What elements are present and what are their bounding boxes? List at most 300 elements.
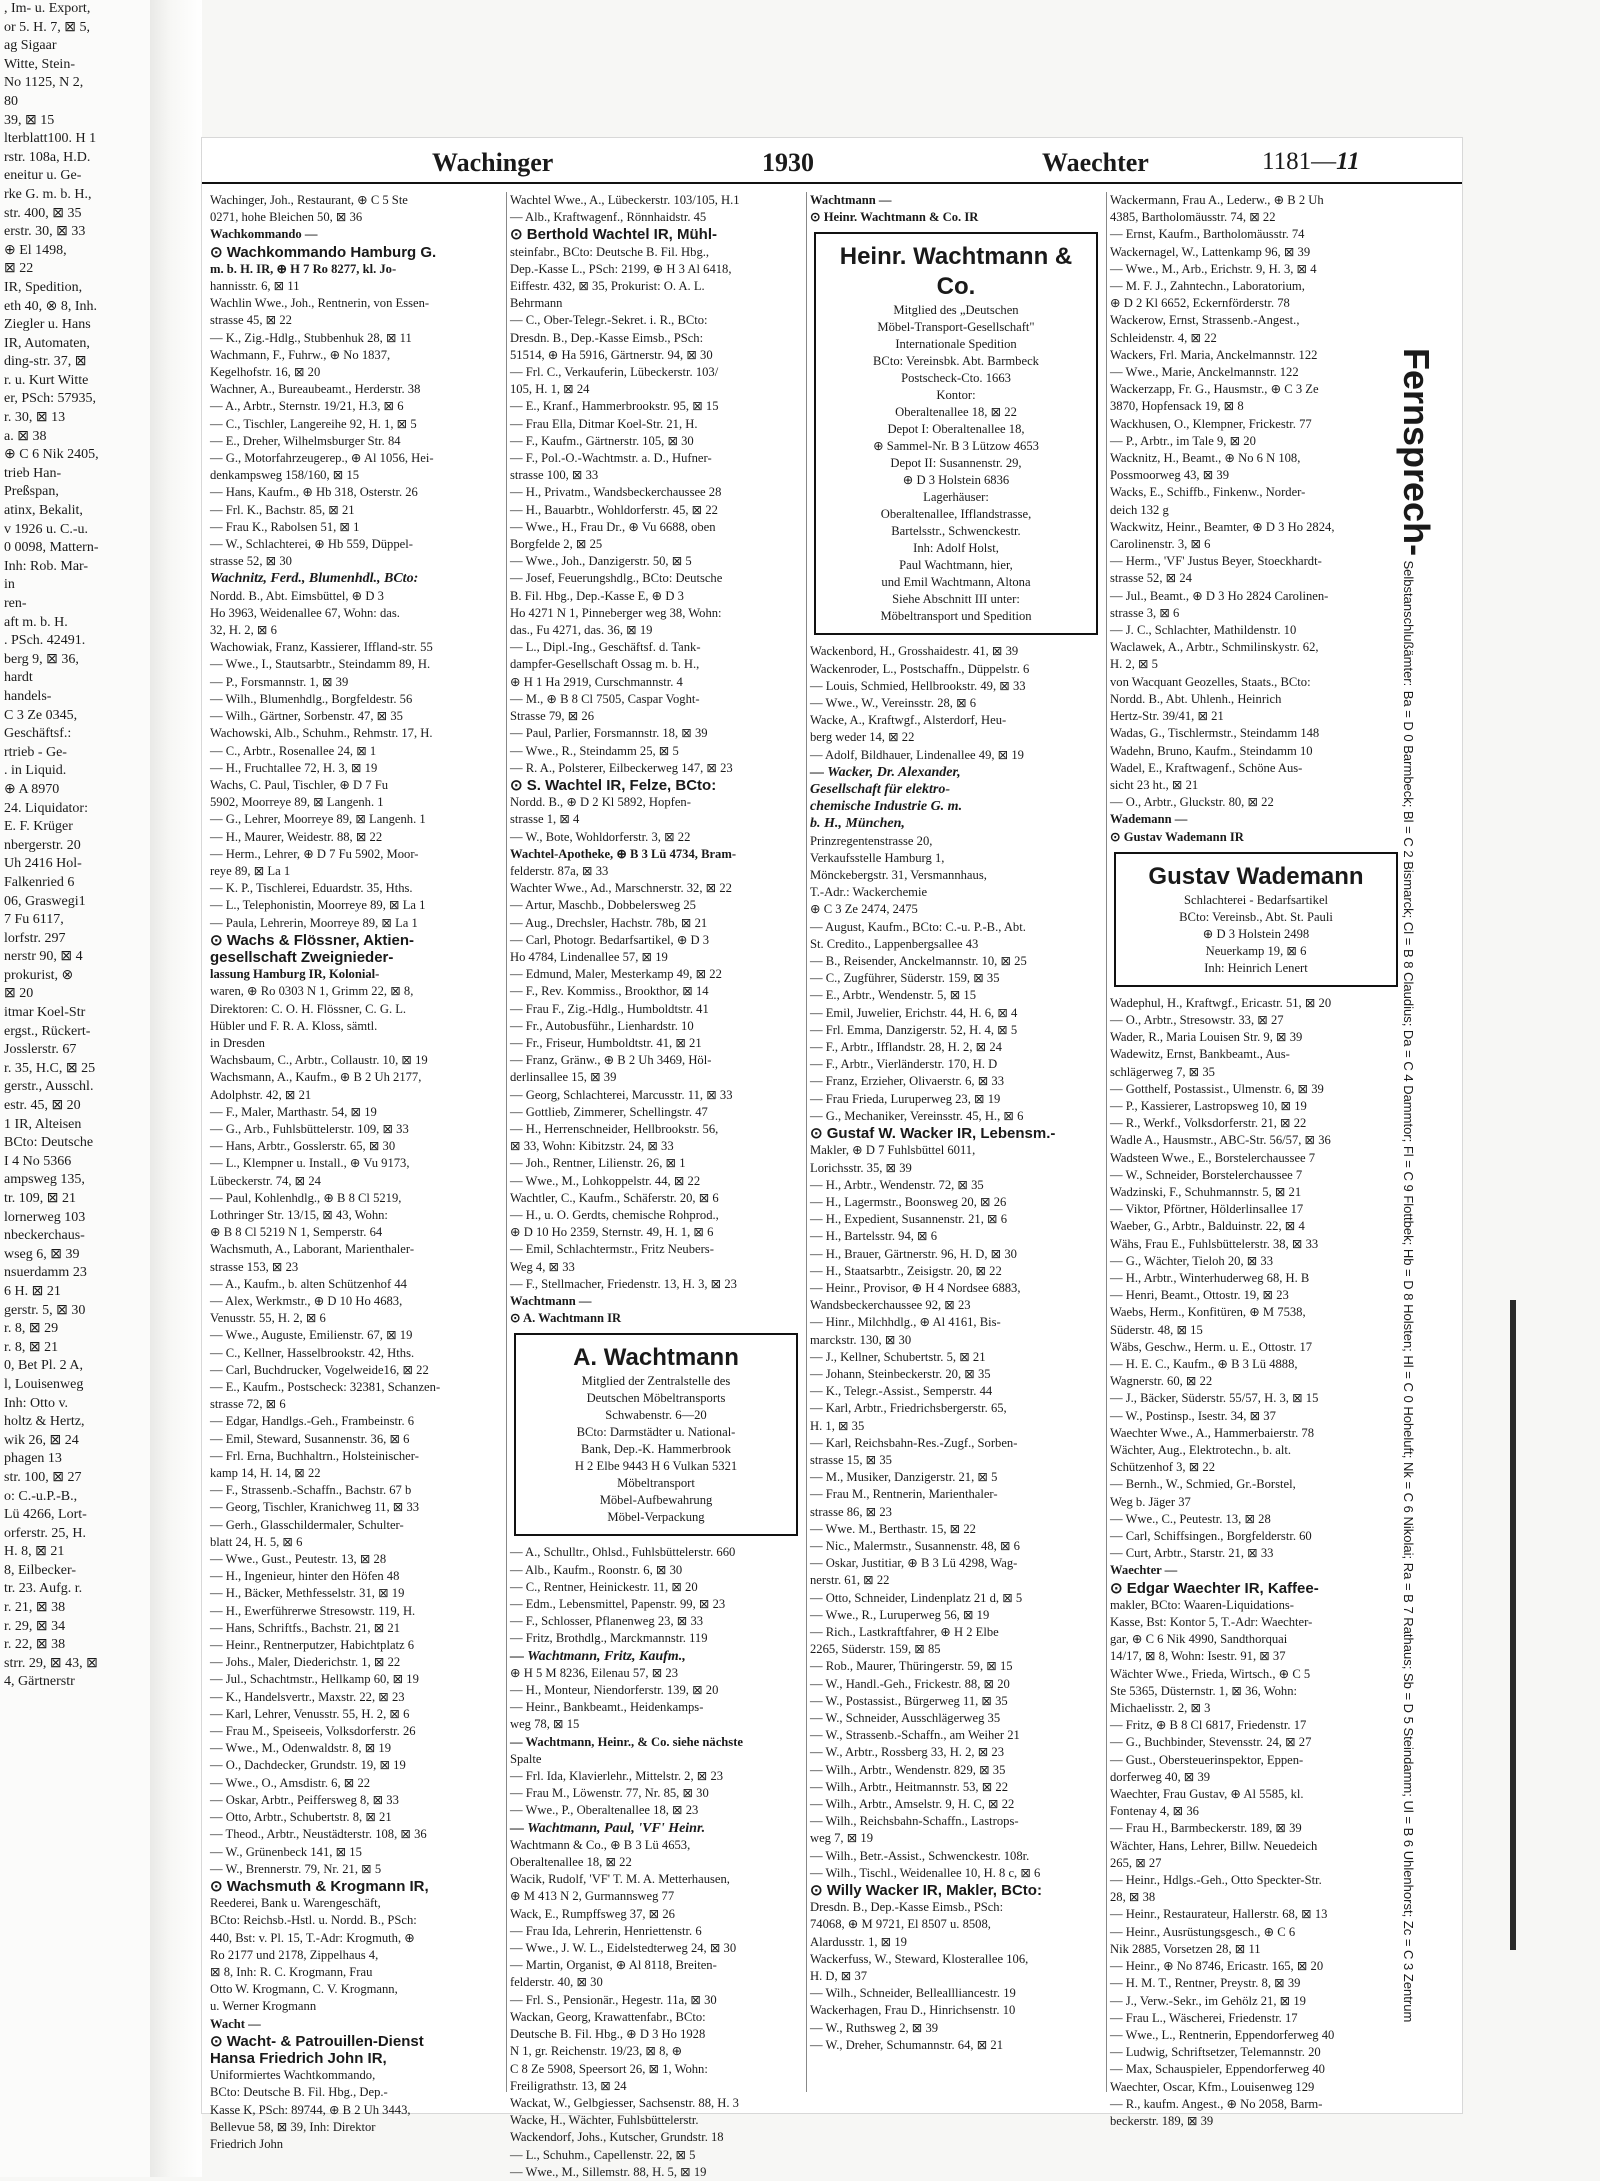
directory-entry-line: Wademann — bbox=[1110, 812, 1188, 827]
directory-entry-line: Wackan, Georg, Krawattenfabr., BCto: bbox=[510, 2009, 706, 2024]
column-1 bbox=[210, 192, 502, 2151]
strip-line: ⊠ 22 bbox=[4, 261, 34, 277]
directory-entry-line: — C., Arbtr., Rosenallee 24, ⊠ 1 bbox=[210, 743, 377, 758]
strip-line: , Im- u. Export, bbox=[4, 1, 91, 16]
directory-entry-line: Nik 2885, Vorsetzen 28, ⊠ 11 bbox=[1110, 1941, 1261, 1956]
directory-entry-line: — Wilh., Reichsbahn-Schaffn., Lastrops- bbox=[810, 1814, 1019, 1829]
directory-entry-line: ⊙ Gustav Wademann IR bbox=[1110, 829, 1244, 844]
directory-entry-line: — Edm., Lebensmittel, Papenstr. 99, ⊠ 23 bbox=[510, 1597, 726, 1612]
directory-entry-line: — Ernst, Kaufm., Bartholomäusstr. 74 bbox=[1110, 227, 1305, 242]
strip-line: 24. Liquidator: bbox=[4, 800, 88, 816]
strip-line: hardt bbox=[4, 670, 33, 686]
strip-line: 0, Bet Pl. 2 A, bbox=[4, 1358, 83, 1374]
directory-entry-line: — Wwe., C., Peutestr. 13, ⊠ 28 bbox=[1110, 1511, 1271, 1526]
directory-entry-line: — Frau L., Wäscherei, Friedenstr. 17 bbox=[1110, 2010, 1298, 2025]
strip-line: wik 26, ⊠ 24 bbox=[4, 1432, 79, 1448]
advertisement-line: Postscheck-Cto. 1663 bbox=[901, 371, 1011, 386]
advertisement-title: Gustav Wademann bbox=[1148, 862, 1364, 890]
strip-line: estr. 45, ⊠ 20 bbox=[4, 1098, 81, 1114]
directory-entry-line: Borgfelde 2, ⊠ 25 bbox=[510, 537, 603, 552]
strip-line: strr. 29, ⊠ 43, ⊠ bbox=[4, 1655, 98, 1671]
directory-entry-line: — F., Strassenb.-Schaffn., Bachstr. 67 b bbox=[210, 1483, 412, 1498]
directory-entry-line: Wächter Wwe., Frieda, Wirtsch., ⊕ C 5 bbox=[1110, 1666, 1311, 1681]
directory-entry-line: Schützenhof 3, ⊠ 22 bbox=[1110, 1460, 1215, 1475]
directory-entry-line: — August, Kaufm., BCto: C.-u. P.-B., Abt. bbox=[810, 919, 1026, 934]
strip-line: r. u. Kurt Witte bbox=[4, 372, 89, 388]
advertisement-line: Deutschen Möbeltransports bbox=[586, 1391, 726, 1406]
directory-entry-line: Wachowski, Alb., Schuhm., Rehmstr. 17, H. bbox=[210, 726, 433, 741]
directory-entry-line: — Joh., Rentner, Lilienstr. 26, ⊠ 1 bbox=[510, 1156, 686, 1171]
directory-entry-line: ⊙ Wachsmuth & Krogmann IR, bbox=[210, 1877, 429, 1895]
directory-entry-line: — Wwe., O., Amsdistr. 6, ⊠ 22 bbox=[210, 1775, 371, 1790]
directory-entry-line: kamp 14, H. 14, ⊠ 22 bbox=[210, 1466, 321, 1481]
directory-entry-line: strasse 45, ⊠ 22 bbox=[210, 313, 292, 328]
strip-line: erstr. 30, ⊠ 33 bbox=[4, 224, 86, 240]
directory-entry-line: Mönckebergstr. 31, Versmannhaus, bbox=[810, 868, 987, 883]
strip-line: tr. 109, ⊠ 21 bbox=[4, 1191, 77, 1206]
directory-entry-line: strasse 15, ⊠ 35 bbox=[810, 1452, 892, 1467]
directory-entry-line: St. Credito., Lappenbergsallee 43 bbox=[810, 936, 979, 951]
fernsprech-subtitle: Selbstanschlußämter: bbox=[1401, 560, 1416, 687]
directory-entry-line: — K., Telegr.-Assist., Semperstr. 44 bbox=[810, 1384, 993, 1399]
directory-entry-line: — Frau Frieda, Luruperweg 23, ⊠ 19 bbox=[810, 1091, 1001, 1106]
directory-entry-line: Dresdn. B., Dep.-Kasse Eimsb., PSch: bbox=[810, 1900, 1004, 1915]
strip-line: trieb Han- bbox=[4, 465, 62, 481]
directory-entry-line: gesellschaft Zweignieder- bbox=[210, 948, 394, 966]
strip-line: ⊠ 20 bbox=[4, 986, 34, 1002]
strip-line: berg 9, ⊠ 36, bbox=[4, 651, 79, 667]
directory-entry-line: T.-Adr.: Wackerchemie bbox=[810, 885, 928, 900]
directory-entry-line: Wachkommando — bbox=[210, 227, 318, 242]
fernsprech-side-label bbox=[1396, 348, 1455, 2048]
directory-entry-line: — Gottlieb, Zimmerer, Schellingstr. 47 bbox=[510, 1104, 708, 1119]
advertisement-line: Möbeltransport bbox=[617, 1476, 695, 1491]
strip-line: H. 8, ⊠ 21 bbox=[4, 1544, 65, 1560]
directory-entry-line: BCto: Reichsb.-Hstl. u. Nordd. B., PSch: bbox=[210, 1913, 417, 1928]
directory-entry-line: — Carl, Photogr. Bedarfsartikel, ⊕ D 3 bbox=[510, 932, 710, 947]
directory-entry-line: — Edgar, Handlgs.-Geh., Frambeinstr. 6 bbox=[210, 1414, 415, 1429]
directory-entry-line: Wachtel-Apotheke, ⊕ B 3 Lü 4734, Bram- bbox=[510, 846, 737, 861]
directory-entry-line: Wader, R., Maria Louisen Str. 9, ⊠ 39 bbox=[1110, 1030, 1303, 1045]
directory-entry-line: — W., Dreher, Schumannstr. 64, ⊠ 21 bbox=[810, 2037, 1003, 2052]
directory-entry-line: Kasse, Bst: Kontor 5, T.-Adr: Waechter- bbox=[1110, 1615, 1313, 1630]
page-header bbox=[202, 138, 1462, 180]
directory-entry-line: — Wilh., Gärtner, Sorbenstr. 47, ⊠ 35 bbox=[210, 709, 403, 724]
strip-line: E. F. Krüger bbox=[4, 819, 73, 835]
directory-entry-line: Fontenay 4, ⊠ 36 bbox=[1110, 1804, 1199, 1819]
strip-line: gerstr. 5, ⊠ 30 bbox=[4, 1302, 86, 1318]
advertisement-line: Möbeltransport und Spedition bbox=[880, 609, 1032, 624]
directory-entry-line: — H., Expedient, Susannenstr. 21, ⊠ 6 bbox=[810, 1212, 1007, 1227]
directory-entry-line: strasse 72, ⊠ 6 bbox=[210, 1397, 286, 1412]
directory-entry-line: Wadehn, Bruno, Kaufm., Steindamm 10 bbox=[1110, 743, 1313, 758]
directory-entry-line: — H., Bauarbtr., Wohldorferstr. 45, ⊠ 22 bbox=[510, 502, 718, 517]
directory-entry-line: — H., Arbtr., Winterhuderweg 68, H. B bbox=[1110, 1270, 1310, 1285]
directory-entry-line: — H., Herrenschneider, Hellbrookstr. 56, bbox=[510, 1121, 719, 1136]
directory-entry-line: — A., Arbtr., Sternstr. 19/21, H.3, ⊠ 6 bbox=[210, 399, 404, 414]
directory-entry-line: — Frl. Erna, Buchhaltrn., Holsteinischer- bbox=[210, 1448, 419, 1463]
directory-entry-line: Spalte bbox=[510, 1751, 542, 1766]
directory-entry-line: — W., Postinsp., Isestr. 34, ⊠ 37 bbox=[1110, 1408, 1276, 1423]
strip-line: . in Liquid. bbox=[4, 763, 67, 779]
directory-entry-line: marckstr. 130, ⊠ 30 bbox=[810, 1332, 912, 1347]
directory-entry-line: Uniformiertes Wachtkommando, bbox=[210, 2068, 376, 2083]
directory-entry-line: lassung Hamburg IR, Kolonial- bbox=[210, 967, 380, 982]
strip-line: Inh: Rob. Mar- bbox=[4, 558, 89, 574]
directory-entry-line: Verkaufsstelle Hamburg 1, bbox=[810, 850, 945, 865]
directory-entry-line: BCto: Deutsche B. Fil. Hbg., Dep.- bbox=[210, 2085, 388, 2100]
directory-entry-line: Reederei, Bank u. Warengeschäft, bbox=[210, 1896, 381, 1911]
directory-entry-line: Wachsmuth, A., Laborant, Marienthaler- bbox=[210, 1242, 415, 1257]
directory-entry-line: Waclawek, A., Arbtr., Schmilinskystr. 62, bbox=[1110, 640, 1319, 655]
directory-entry-line: — Wwe., Gust., Peutestr. 13, ⊠ 28 bbox=[210, 1552, 387, 1567]
directory-entry-line: — Heinr., Provisor, ⊕ H 4 Nordsee 6883, bbox=[810, 1280, 1021, 1295]
advertisement-line: BCto: Darmstädter u. National- bbox=[576, 1425, 736, 1440]
directory-entry-line: Wackerow, Ernst, Strassenb.-Angest., bbox=[1110, 313, 1300, 328]
directory-entry-line: ⊕ M 413 N 2, Gurmannsweg 77 bbox=[510, 1889, 675, 1904]
strip-line: Witte, Stein- bbox=[4, 56, 75, 72]
directory-entry-line: Wadephul, H., Kraftwgf., Ericastr. 51, ⊠ 20 bbox=[1110, 995, 1332, 1010]
directory-entry-line: — F., Schlosser, Pflanenweg 23, ⊠ 33 bbox=[510, 1614, 704, 1629]
directory-entry-line: — B., Reisender, Anckelmannstr. 10, ⊠ 25 bbox=[810, 954, 1027, 969]
directory-entry-line: Alardusstr. 1, ⊠ 19 bbox=[810, 1934, 907, 1949]
directory-entry-line: Wachtmann — bbox=[510, 1294, 592, 1308]
directory-entry-line: — H., Brauer, Gärtnerstr. 96, H. D, ⊠ 30 bbox=[810, 1246, 1017, 1261]
directory-entry-line: Eiffestr. 432, ⊠ 35, Prokurist: O. A. L. bbox=[510, 279, 705, 294]
directory-entry-line: — C., Tischler, Langereihe 92, H. 1, ⊠ 5 bbox=[210, 416, 417, 431]
strip-line: 7 Fu 6117, bbox=[4, 912, 64, 928]
directory-entry-line: — H., Bartelsstr. 94, ⊠ 6 bbox=[810, 1229, 938, 1244]
directory-entry-line: — Otto, Schneider, Lindenplatz 21 d, ⊠ 5 bbox=[810, 1590, 1023, 1605]
directory-entry-line: — M., ⊕ B 8 Cl 7505, Caspar Voght- bbox=[510, 691, 700, 706]
directory-entry-line: — Paula, Lehrerin, Moorreye 89, ⊠ La 1 bbox=[210, 915, 418, 930]
directory-entry-line: m. b. H. IR, ⊕ H 7 Ro 8277, kl. Jo- bbox=[210, 261, 397, 276]
directory-entry-line: Wandsbeckerchaussee 92, ⊠ 23 bbox=[810, 1298, 971, 1313]
directory-entry-line: Venusstr. 55, H. 2, ⊠ 6 bbox=[210, 1311, 326, 1326]
directory-entry-line: — Wwe., H., Frau Dr., ⊕ Vu 6688, oben bbox=[510, 519, 716, 534]
directory-entry-line: — Fritz, Brothdlg., Marckmannstr. 119 bbox=[510, 1631, 708, 1646]
directory-entry-line: Michaelisstr. 2, ⊠ 3 bbox=[1110, 1701, 1211, 1716]
directory-entry-line: — H. E. C., Kaufm., ⊕ B 3 Lü 4888, bbox=[1110, 1356, 1298, 1371]
strip-line: IR, Spedition, bbox=[4, 279, 83, 295]
advertisement-line: Bank, Dep.-K. Hammerbrook bbox=[580, 1442, 732, 1457]
directory-entry-line: gar, ⊕ C 6 Nik 4990, Sandthorquai bbox=[1110, 1632, 1288, 1647]
advertisement-line: Möbel-Verpackung bbox=[607, 1510, 705, 1525]
directory-entry-line: — L., Klempner u. Install., ⊕ Vu 9173, bbox=[210, 1156, 410, 1171]
column-3 bbox=[810, 192, 1102, 2092]
directory-entry-line: makler, BCto: Waaren-Liquidations- bbox=[1110, 1597, 1294, 1612]
directory-entry-line: — C., Zugführer, Süderstr. 159, ⊠ 35 bbox=[810, 971, 1000, 986]
directory-entry-line: — Gust., Obersteuerinspektor, Eppen- bbox=[1110, 1752, 1304, 1767]
directory-entry-line: — Jul., Beamt., ⊕ D 3 Ho 2824 Carolinen- bbox=[1110, 588, 1329, 603]
directory-entry-line: — F., Pol.-O.-Wachtmstr. a. D., Hufner- bbox=[510, 451, 712, 466]
directory-entry-line: Wacik, Rudolf, 'VF' T. M. A. Metterhausen, bbox=[510, 1872, 730, 1887]
directory-entry-line: — Heinr., Bankbeamt., Heidenkamps- bbox=[510, 1700, 704, 1715]
directory-entry-line: — Curt, Arbtr., Starstr. 21, ⊠ 33 bbox=[1110, 1546, 1274, 1561]
directory-entry-line: Ho 4271 N 1, Pinneberger weg 38, Wohn: bbox=[510, 605, 722, 620]
directory-entry-line: 14/17, ⊠ 8, Wohn: Isestr. 91, ⊠ 37 bbox=[1110, 1649, 1286, 1664]
strip-line: aft m. b. H. bbox=[4, 614, 68, 630]
directory-entry-line: — Wwe., I., Stautsarbtr., Steindamm 89, H. bbox=[210, 657, 431, 672]
fernsprech-codes: Ba = D 0 Barmbeck; Bl = C 2 Bismarck; Cl = B 8 Claudius; Da = C 4 Dammtor; Fl = C 9 Flottbek; Hb = D 8 Holsten; Hl = C 0 Hoheluft; Nk = C 6 Nikolai; Ra = B 7 Rathaus; Sb = D 5 Steindamm; Ul = B 6 Uhlenhorst; Zc = C 3 Zentrum bbox=[1401, 690, 1416, 2023]
directory-entry-line: — Herm., Lehrer, ⊕ D 7 Fu 5902, Moor- bbox=[210, 846, 419, 861]
directory-entry-line: — Herm., 'VF' Justus Beyer, Stoeckhardt- bbox=[1110, 554, 1322, 569]
advertisement-title: A. Wachtmann bbox=[573, 1344, 739, 1372]
directory-entry-line: — Wachtmann, Fritz, Kaufm., bbox=[510, 1648, 686, 1664]
directory-entry-line: — Wwe., Auguste, Emilienstr. 67, ⊠ 19 bbox=[210, 1328, 413, 1343]
advertisement-line: Mitglied der Zentralstelle des bbox=[581, 1374, 731, 1389]
directory-entry-line: — O., Dachdecker, Grundstr. 19, ⊠ 19 bbox=[210, 1758, 406, 1773]
directory-entry-line: — Karl, Lehrer, Venusstr. 55, H. 2, ⊠ 6 bbox=[210, 1706, 410, 1721]
directory-entry-line: Süderstr. 48, ⊠ 15 bbox=[1110, 1322, 1203, 1337]
directory-entry-line: — J. C., Schlachter, Mathildenstr. 10 bbox=[1110, 623, 1297, 638]
directory-entry-line: — Emil, Juwelier, Erichstr. 44, H. 6, ⊠ 4 bbox=[810, 1005, 1018, 1020]
directory-entry-line: — Franz, Erzieher, Olivaerstr. 6, ⊠ 33 bbox=[810, 1074, 1004, 1089]
directory-entry-line: ⊙ A. Wachtmann IR bbox=[510, 1311, 622, 1326]
directory-entry-line: — A., Schulltr., Ohlsd., Fuhlsbüttelerstr. 660 bbox=[510, 1545, 736, 1560]
directory-entry-line: — Karl, Reichsbahn-Res.-Zugf., Sorben- bbox=[810, 1435, 1018, 1450]
advertisement-line: Mitglied des „Deutschen bbox=[893, 303, 1019, 318]
directory-entry-line: — Georg, Schlachterei, Marcusstr. 11, ⊠ 33 bbox=[510, 1087, 733, 1102]
advertisement-line: Depot II: Susannenstr. 29, bbox=[890, 456, 1022, 471]
scan-edge bbox=[1510, 1300, 1516, 1950]
strip-line: Josslerstr. 67 bbox=[4, 1042, 77, 1058]
directory-entry-line: Ho 4784, Lindenallee 57, ⊠ 19 bbox=[510, 949, 668, 964]
directory-entry-line: 51514, ⊕ Ha 5916, Gärtnerstr. 94, ⊠ 30 bbox=[510, 347, 713, 362]
directory-entry-line: — H., Ewerführerwe Stresowstr. 119, H. bbox=[210, 1603, 416, 1618]
strip-line: BCto: Deutsche bbox=[4, 1135, 94, 1151]
directory-entry-line: Wacke, H., Wächter, Fuhlsbüttelerstr. bbox=[510, 2113, 699, 2128]
directory-entry-line: blatt 24, H. 5, ⊠ 6 bbox=[210, 1534, 303, 1549]
strip-line: gerstr., Ausschl. bbox=[4, 1079, 94, 1095]
directory-entry-line: — Hans, Arbtr., Gosslerstr. 65, ⊠ 30 bbox=[210, 1139, 396, 1154]
directory-entry-line: Oberaltenallee 18, ⊠ 22 bbox=[510, 1855, 632, 1870]
advertisement-line: Paul Wachtmann, hier, bbox=[899, 558, 1013, 573]
directory-entry-line: derlinsallee 15, ⊠ 39 bbox=[510, 1070, 617, 1085]
directory-entry-line: Wacks, E., Schiffb., Finkenw., Norder- bbox=[1110, 485, 1306, 500]
strip-line: str. 100, ⊠ 27 bbox=[4, 1469, 82, 1485]
directory-entry-line: — H., Monteur, Niendorferstr. 139, ⊠ 20 bbox=[510, 1683, 719, 1698]
directory-entry-line: — W., Ruthsweg 2, ⊠ 39 bbox=[810, 2020, 939, 2035]
directory-entry-line: — R., Werkf., Volksdorferstr. 21, ⊠ 22 bbox=[1110, 1116, 1307, 1131]
directory-entry-line: — Frau M., Löwenstr. 77, Nr. 85, ⊠ 30 bbox=[510, 1786, 709, 1801]
strip-line: Inh: Otto v. bbox=[4, 1395, 69, 1411]
directory-entry-line: Lorichsstr. 35, ⊠ 39 bbox=[810, 1160, 912, 1175]
directory-entry-line: ⊠ 33, Wohn: Kibitzstr. 24, ⊠ 33 bbox=[510, 1139, 674, 1154]
directory-entry-line: — Wilh., Betr.-Assist., Schwenckestr. 108r. bbox=[810, 1848, 1030, 1863]
advertisement-line: Kontor: bbox=[936, 388, 976, 403]
directory-entry-line: — H. M. T., Rentner, Preystr. 8, ⊠ 39 bbox=[1110, 1976, 1301, 1991]
directory-entry-line: Friedrich John bbox=[210, 2136, 284, 2151]
directory-entry-line: — Alb., Kraftwagenf., Rönnhaidstr. 45 bbox=[510, 210, 707, 225]
directory-entry-line: ⊙ Edgar Waechter IR, Kaffee- bbox=[1110, 1579, 1319, 1597]
directory-entry-line: — Wilh., Arbtr., Amselstr. 9, H. C, ⊠ 22 bbox=[810, 1797, 1015, 1812]
directory-entry-line: — E., Arbtr., Wendenstr. 5, ⊠ 15 bbox=[810, 988, 977, 1003]
advertisement-line: BCto: Vereinsb., Abt. St. Pauli bbox=[1179, 909, 1333, 924]
directory-entry-line: ⊙ Heinr. Wachtmann & Co. IR bbox=[810, 210, 979, 225]
strip-line: in bbox=[4, 577, 15, 593]
directory-entry-line: Hertz-Str. 39/41, ⊠ 21 bbox=[1110, 709, 1224, 724]
directory-entry-line: — C., Kellner, Hasselbrookstr. 42, Hths. bbox=[210, 1345, 415, 1360]
directory-entry-line: strasse 3, ⊠ 6 bbox=[1110, 605, 1180, 620]
directory-entry-line: dorferweg 40, ⊠ 39 bbox=[1110, 1769, 1211, 1784]
directory-entry-line: 105, H. 1, ⊠ 24 bbox=[510, 382, 590, 397]
advertisement-line: Depot I: Oberaltenallee 18, bbox=[887, 422, 1025, 437]
directory-entry-line: — Fr., Autobusführ., Lienhardstr. 10 bbox=[510, 1018, 694, 1033]
strip-line: r. 22, ⊠ 38 bbox=[4, 1637, 66, 1653]
directory-entry-line: — Hans, Kaufm., ⊕ Hb 318, Osterstr. 26 bbox=[210, 485, 418, 500]
directory-entry-line: — G., Buchbinder, Stevensstr. 24, ⊠ 27 bbox=[1110, 1735, 1312, 1750]
directory-entry-line: Wackermann, Frau A., Lederw., ⊕ B 2 Uh bbox=[1110, 193, 1324, 207]
directory-entry-line: — Wilh., Schneider, Belleallliancestr. 19 bbox=[810, 1986, 1016, 2001]
directory-entry-line: — Johann, Steinbeckerstr. 20, ⊠ 35 bbox=[810, 1366, 991, 1381]
directory-entry-line: — Heinr., Restaurateur, Hallerstr. 68, ⊠ 13 bbox=[1110, 1907, 1328, 1922]
directory-entry-line: chemische Industrie G. m. bbox=[810, 799, 963, 815]
directory-entry-line: steinfabr., BCto: Deutsche B. Fil. Hbg., bbox=[510, 244, 710, 259]
directory-entry-line: — Frau K., Rabolsen 51, ⊠ 1 bbox=[210, 519, 360, 534]
directory-entry-line: strasse 86, ⊠ 23 bbox=[810, 1504, 892, 1519]
directory-entry-line: — Oskar, Arbtr., Peiffersweg 8, ⊠ 33 bbox=[210, 1792, 399, 1807]
directory-entry-line: — Wwe., J. W. L., Eidelstedterweg 24, ⊠ 30 bbox=[510, 1941, 737, 1956]
strip-line: atinx, Bekalit, bbox=[4, 503, 83, 519]
directory-entry-line: — Wwe., M., Arb., Erichstr. 9, H. 3, ⊠ 4 bbox=[1110, 261, 1317, 276]
strip-line: o: C.-u.P.-B., bbox=[4, 1488, 78, 1504]
directory-entry-line: — W., Strassenb.-Schaffn., am Weiher 21 bbox=[810, 1728, 1020, 1743]
directory-entry-line: — Aug., Drechsler, Hachstr. 78b, ⊠ 21 bbox=[510, 915, 708, 930]
directory-entry-line: strasse 52, ⊠ 30 bbox=[210, 554, 292, 569]
strip-line: str. 400, ⊠ 35 bbox=[4, 205, 82, 221]
directory-entry-line: — Wwe., P., Oberaltenallee 18, ⊠ 23 bbox=[510, 1803, 699, 1818]
directory-entry-line: Wacke, A., Kraftwgf., Alsterdorf, Heu- bbox=[810, 713, 1007, 728]
directory-entry-line: — Frau Ella, Ditmar Koel-Str. 21, H. bbox=[510, 416, 698, 431]
directory-entry-line: Wachowiak, Franz, Kassierer, Iffland-str. 55 bbox=[210, 640, 433, 655]
directory-entry-line: — H., u. O. Gerdts, chemische Rohprod., bbox=[510, 1207, 719, 1222]
strip-line: lterblatt100. H 1 bbox=[4, 131, 97, 147]
advertisement-line: Inh: Heinrich Lenert bbox=[1204, 960, 1308, 975]
directory-entry-line: b. H., München, bbox=[810, 816, 905, 832]
directory-entry-line: nerstr. 61, ⊠ 22 bbox=[810, 1573, 890, 1588]
directory-entry-line: Wadzinski, F., Schuhmannstr. 5, ⊠ 21 bbox=[1110, 1184, 1302, 1199]
strip-line: or 5. H. 7, ⊠ 5, bbox=[4, 19, 91, 35]
directory-entry-line: — G., Wächter, Tieloh 20, ⊠ 33 bbox=[1110, 1253, 1274, 1268]
directory-entry-line: — Heinr., ⊕ No 8746, Ericastr. 165, ⊠ 20 bbox=[1110, 1959, 1324, 1974]
directory-entry-line: schlägerweg 7, ⊠ 35 bbox=[1110, 1064, 1215, 1079]
directory-entry-line: — Alex, Werkmstr., ⊕ D 10 Ho 4683, bbox=[210, 1294, 403, 1308]
strip-line: 80 bbox=[4, 93, 18, 109]
column-divider bbox=[506, 192, 507, 2092]
directory-entry-line: N 1, gr. Reichenstr. 19/23, ⊠ 8, ⊕ bbox=[510, 2044, 683, 2059]
directory-entry-line: — O., Arbtr., Stresowstr. 33, ⊠ 27 bbox=[1110, 1012, 1284, 1027]
directory-entry-line: — Heinr., Rentnerputzer, Habichtplatz 6 bbox=[210, 1638, 415, 1653]
directory-entry-line: ⊙ S. Wachtel IR, Felze, BCto: bbox=[510, 776, 717, 794]
directory-entry-line: Lothringer Str. 13/15, ⊠ 43, Wohn: bbox=[210, 1207, 388, 1222]
directory-entry-line: — Frau M., Speiseeis, Volksdorferstr. 26 bbox=[210, 1724, 416, 1739]
directory-entry-line: H. 1, ⊠ 35 bbox=[810, 1418, 865, 1433]
strip-line: 06, Graswegi1 bbox=[4, 893, 86, 909]
directory-entry-line: hannisstr. 6, ⊠ 11 bbox=[210, 279, 300, 294]
strip-line: C 3 Ze 0345, bbox=[4, 707, 78, 723]
directory-entry-line: Carolinenstr. 3, ⊠ 6 bbox=[1110, 537, 1211, 552]
advertisement-line: BCto: Vereinsbk. Abt. Barmbeck bbox=[873, 354, 1039, 369]
directory-entry-line: B. Fil. Hbg., Dep.-Kasse E, ⊕ D 3 bbox=[510, 588, 684, 603]
directory-entry-line: 5902, Moorreye 89, ⊠ Langenh. 1 bbox=[210, 795, 384, 810]
directory-entry-line: — Wwe., Marie, Anckelmannstr. 122 bbox=[1110, 365, 1299, 380]
directory-entry-line: — H., Ingenieur, hinter den Höfen 48 bbox=[210, 1569, 400, 1584]
advertisement-line: Internationale Spedition bbox=[895, 337, 1017, 352]
directory-entry-line: — Henri, Beamt., Ottostr. 19, ⊠ 23 bbox=[1110, 1288, 1289, 1303]
directory-entry-line: denkampsweg 158/160, ⊠ 15 bbox=[210, 468, 360, 483]
strip-line: nsuerdamm 23 bbox=[4, 1265, 87, 1281]
directory-entry-line: Wachtmann & Co., ⊕ B 3 Lü 4653, bbox=[510, 1837, 691, 1852]
directory-entry-line: — Wilh., Arbtr., Wendenstr. 829, ⊠ 35 bbox=[810, 1762, 1006, 1777]
strip-line: r. 8, ⊠ 29 bbox=[4, 1321, 59, 1337]
directory-entry-line: Direktoren: C. O. H. Flössner, C. G. L. bbox=[210, 1001, 407, 1016]
directory-entry-line: — G., Lehrer, Moorreye 89, ⊠ Langenh. 1 bbox=[210, 812, 426, 827]
directory-entry-line: strasse 100, ⊠ 33 bbox=[510, 468, 599, 483]
directory-entry-line: Makler, ⊕ D 7 Fuhlsbüttel 6011, bbox=[810, 1143, 976, 1158]
directory-entry-line: — W., Brennerstr. 79, Nr. 21, ⊠ 5 bbox=[210, 1861, 382, 1876]
advertisement-line: ⊕ Sammel-Nr. B 3 Lützow 4653 bbox=[873, 439, 1039, 454]
directory-entry-line: 2265, Süderstr. 159, ⊠ 85 bbox=[810, 1642, 941, 1657]
directory-entry-line: Ro 2177 und 2178, Zippelhaus 4, bbox=[210, 1947, 379, 1962]
directory-entry-line: — H., Arbtr., Wendenstr. 72, ⊠ 35 bbox=[810, 1177, 984, 1192]
directory-entry-line: — Wilh., Blumenhdlg., Borgfeldestr. 56 bbox=[210, 691, 413, 706]
directory-entry-line: 4385, Bartholomäusstr. 74, ⊠ 22 bbox=[1110, 210, 1276, 225]
directory-entry-line: 265, ⊠ 27 bbox=[1110, 1855, 1162, 1870]
advertisement-title: Heinr. Wachtmann & Co. bbox=[839, 243, 1073, 301]
directory-entry-line: — C., Ober-Telegr.-Sekret. i. R., BCto: bbox=[510, 313, 708, 328]
directory-entry-line: Waebs, Herm., Konfitüren, ⊕ M 7538, bbox=[1110, 1305, 1306, 1320]
fernsprech-title: Fernsprech- bbox=[1396, 348, 1437, 557]
directory-entry-line: Wächter, Aug., Elektrotechn., b. alt. bbox=[1110, 1443, 1291, 1457]
column-2 bbox=[510, 192, 802, 2179]
directory-entry-line: — Carl, Buchdrucker, Vogelweide16, ⊠ 22 bbox=[210, 1362, 429, 1377]
directory-entry-line: ⊕ D 10 Ho 2359, Sternstr. 49, H. 1, ⊠ 6 bbox=[510, 1225, 714, 1240]
directory-entry-line: Wachinger, Joh., Restaurant, ⊕ C 5 Ste bbox=[210, 193, 408, 207]
strip-line: ⊕ C 6 Nik 2405, bbox=[4, 447, 99, 463]
strip-line: eneitur u. Ge- bbox=[4, 168, 82, 184]
strip-line: eth 40, ⊗ 8, Inh. bbox=[4, 298, 97, 314]
directory-entry-line: — Gotthelf, Postassist., Ulmenstr. 6, ⊠ 39 bbox=[1110, 1081, 1324, 1096]
directory-entry-line: ⊙ Wachs & Flössner, Aktien- bbox=[210, 931, 415, 949]
directory-entry-line: Wachtler, C., Kaufm., Schäferstr. 20, ⊠ 6 bbox=[510, 1190, 719, 1205]
directory-entry-line: Wadas, G., Tischlermstr., Steindamm 148 bbox=[1110, 726, 1320, 741]
strip-line: tr. 23. Aufg. r. bbox=[4, 1581, 83, 1597]
directory-entry-line: — M. F. J., Zahntechn., Laboratorium, bbox=[1110, 279, 1305, 294]
directory-entry-line: — Franz, Gränw., ⊕ B 2 Uh 3469, Höl- bbox=[510, 1053, 712, 1068]
advertisement-box bbox=[1114, 852, 1398, 987]
advertisement-box bbox=[814, 232, 1098, 635]
directory-entry-line: H. D, ⊠ 37 bbox=[810, 1969, 868, 1984]
header-rule bbox=[202, 182, 1462, 184]
directory-entry-line: Wackerzapp, Fr. G., Hausmstr., ⊕ C 3 Ze bbox=[1110, 382, 1319, 397]
directory-entry-line: Behrmann bbox=[510, 296, 563, 311]
strip-line: No 1125, N 2, bbox=[4, 75, 84, 91]
directory-entry-line: — Wwe. M., Berthastr. 15, ⊠ 22 bbox=[810, 1521, 976, 1536]
directory-entry-line: — Wwe., W., Vereinsstr. 28, ⊠ 6 bbox=[810, 696, 977, 711]
strip-line: wseg 6, ⊠ 39 bbox=[4, 1246, 80, 1262]
advertisement-line: Bartelsstr., Schwenckestr. bbox=[891, 524, 1021, 539]
directory-entry-line: — Karl, Arbtr., Friedrichsbergerstr. 65, bbox=[810, 1401, 1007, 1416]
strip-line: IR, Automaten, bbox=[4, 335, 90, 351]
directory-entry-line: — K., Zig.-Hdlg., Stubbenhuk 28, ⊠ 11 bbox=[210, 330, 412, 345]
advertisement-line: und Emil Wachtmann, Altona bbox=[881, 575, 1031, 590]
strip-line: ampsweg 135, bbox=[4, 1172, 85, 1188]
directory-entry-line: Waechter Wwe., A., Hammerbaierstr. 78 bbox=[1110, 1425, 1315, 1440]
header-page-number: 1181—11 bbox=[1262, 148, 1360, 175]
directory-entry-line: — Gerh., Glasschildermaler, Schulter- bbox=[210, 1517, 404, 1532]
column-divider bbox=[806, 192, 807, 2092]
